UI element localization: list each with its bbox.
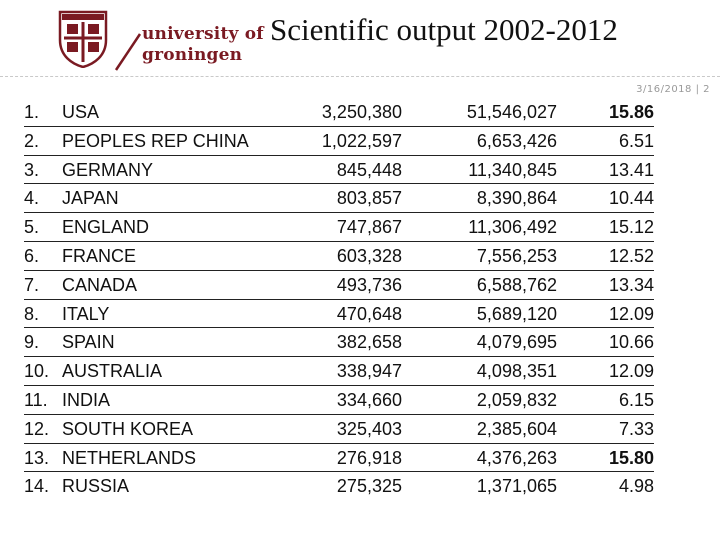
table-row [24,300,654,329]
ratio-cell: 15.12 [608,217,654,238]
country-cell: NETHERLANDS [62,447,197,468]
rank-cell: 12. [24,418,50,439]
publications-cell: 334,660 [336,389,402,410]
rank-cell: 7. [24,274,40,295]
page-title: Scientific output 2002-2012 [270,12,618,47]
ratio-cell: 15.80 [608,447,654,468]
rank-cell: 13. [24,447,50,468]
publications-cell: 275,325 [336,476,402,497]
publications-cell: 338,947 [336,361,402,382]
output-table [24,98,654,501]
citations-cell: 6,653,426 [476,130,557,151]
table-row [24,357,654,386]
publications-cell: 3,250,380 [321,102,402,122]
publications-cell: 470,648 [336,303,402,324]
table-row [24,98,654,127]
rank-cell: 9. [24,332,40,353]
publications-cell: 845,448 [336,159,402,180]
date-page-number: 3/16/2018 | 2 [636,84,710,95]
country-cell: INDIA [62,389,111,410]
citations-cell: 51,546,027 [466,102,557,122]
citations-cell: 2,385,604 [476,418,557,439]
ratio-cell: 6.51 [618,130,654,151]
citations-cell: 6,588,762 [476,274,557,295]
country-cell: FRANCE [62,245,137,266]
country-cell: JAPAN [62,188,119,209]
rank-cell: 10. [24,361,50,382]
table-row [24,271,654,300]
table-row [24,127,654,156]
citations-cell: 8,390,864 [476,188,557,209]
publications-cell: 747,867 [336,217,402,238]
ratio-cell: 12.09 [608,303,654,324]
rank-cell: 5. [24,217,40,238]
country-cell: AUSTRALIA [62,361,163,382]
table-row [24,444,654,473]
table-row [24,472,654,501]
rank-cell: 14. [24,476,50,497]
country-cell: RUSSIA [62,476,130,497]
table-row [24,386,654,415]
country-cell: ITALY [62,303,110,324]
publications-cell: 382,658 [336,332,402,353]
table-row [24,184,654,213]
table-row [24,213,654,242]
header-divider [0,76,720,77]
ratio-cell: 12.09 [608,361,654,382]
shield-icon [58,10,108,68]
logo-text-line2: groningen [142,45,243,65]
citations-cell: 7,556,253 [476,245,557,266]
country-cell: PEOPLES REP CHINA [62,130,249,151]
country-cell: SPAIN [62,332,115,353]
citations-cell: 5,689,120 [476,303,557,324]
citations-cell: 2,059,832 [476,389,557,410]
university-logo [58,10,278,72]
ratio-cell: 13.34 [608,274,654,295]
ratio-cell: 10.66 [608,332,654,353]
ratio-cell: 12.52 [608,245,654,266]
rank-cell: 11. [24,389,48,410]
ratio-cell: 7.33 [618,418,654,439]
rank-cell: 8. [24,303,40,324]
publications-cell: 803,857 [336,188,402,209]
publications-cell: 493,736 [336,274,402,295]
publications-cell: 603,328 [336,245,402,266]
country-cell: GERMANY [62,159,154,180]
table-row [24,156,654,185]
citations-cell: 1,371,065 [476,476,557,497]
publications-cell: 325,403 [336,418,402,439]
logo-wordmark [142,24,264,66]
country-cell: USA [62,102,100,122]
citations-cell: 4,079,695 [476,332,557,353]
country-cell: CANADA [62,274,138,295]
citations-cell: 4,098,351 [476,361,557,382]
ratio-cell: 13.41 [608,159,654,180]
publications-cell: 276,918 [336,447,402,468]
rank-cell: 6. [24,245,40,266]
logo-text-line1: university of [142,24,264,44]
publications-cell: 1,022,597 [321,130,402,151]
table-row [24,415,654,444]
country-cell: ENGLAND [62,217,150,238]
country-cell: SOUTH KOREA [62,418,194,439]
rank-cell: 3. [24,159,40,180]
ratio-cell: 10.44 [608,188,654,209]
table-row [24,242,654,271]
ratio-cell: 6.15 [618,389,654,410]
ratio-cell: 4.98 [618,476,654,497]
citations-cell: 4,376,263 [476,447,557,468]
rank-cell: 1. [24,102,40,122]
rank-cell: 4. [24,188,40,209]
logo-slash-icon [110,14,144,72]
citations-cell: 11,340,845 [468,159,557,180]
table-row [24,328,654,357]
citations-cell: 11,306,492 [468,217,557,238]
rank-cell: 2. [24,130,40,151]
ratio-cell: 15.86 [608,102,654,122]
